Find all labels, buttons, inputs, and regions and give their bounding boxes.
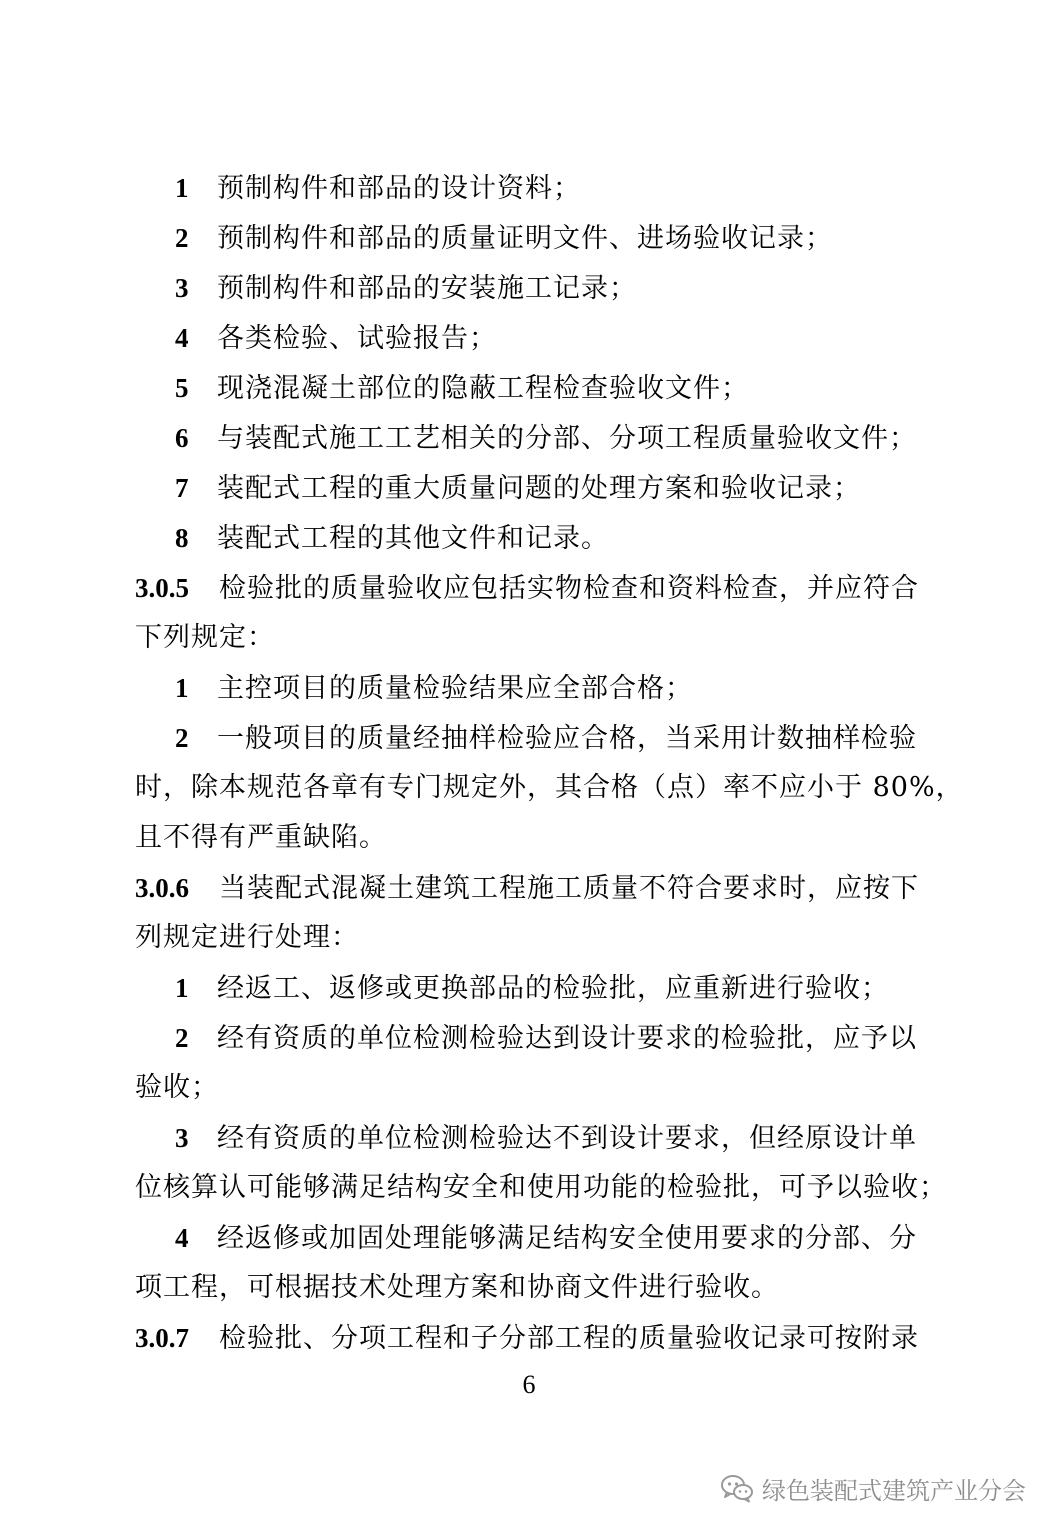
- clause-number: 3.0.6: [135, 873, 189, 903]
- list-item: [135, 518, 925, 558]
- watermark-text: 绿色装配式建筑产业分会: [762, 1476, 1026, 1505]
- clause-heading: [135, 568, 925, 608]
- clause-text: 检验批的质量验收应包括实物检查和资料检查，并应符合: [219, 573, 919, 604]
- continuation-line: 时，除本规范各章有专门规定外，其合格（点）率不应小于 80%，: [135, 772, 964, 803]
- item-text: 与装配式施工工艺相关的分部、分项工程质量验收文件；: [217, 423, 917, 454]
- item-text: 预制构件和部品的安装施工记录；: [217, 273, 637, 304]
- item-text: 预制构件和部品的质量证明文件、进场验收记录；: [217, 223, 833, 254]
- item-text: 经返修或加固处理能够满足结构安全使用要求的分部、分: [217, 1223, 917, 1254]
- list-item: [135, 1118, 925, 1158]
- item-text: 现浇混凝土部位的隐蔽工程检查验收文件；: [217, 373, 749, 404]
- clause-text: 当装配式混凝土建筑工程施工质量不符合要求时，应按下: [219, 873, 919, 904]
- list-item: [135, 718, 925, 758]
- item-text: 经有资质的单位检测检验达到设计要求的检验批，应予以: [217, 1023, 917, 1054]
- list-item: [135, 1218, 925, 1258]
- item-number: 1: [175, 673, 189, 703]
- item-text: 预制构件和部品的设计资料；: [217, 173, 581, 204]
- item-number: 1: [175, 973, 189, 1003]
- wechat-icon: [720, 1473, 754, 1503]
- item-text: 各类检验、试验报告；: [217, 323, 497, 354]
- list-item: [135, 1018, 925, 1058]
- list-item: [135, 318, 925, 358]
- item-number: 1: [175, 173, 189, 203]
- list-item: [135, 368, 925, 408]
- item-number: 2: [175, 723, 189, 753]
- item-text: 装配式工程的重大质量问题的处理方案和验收记录；: [217, 473, 861, 504]
- item-number: 8: [175, 523, 189, 553]
- item-number: 7: [175, 473, 189, 503]
- list-item: [135, 268, 925, 308]
- list-item: [135, 218, 925, 258]
- item-number: 2: [175, 1023, 189, 1053]
- item-text: 经返工、返修或更换部品的检验批，应重新进行验收；: [217, 973, 889, 1004]
- clause-number: 3.0.7: [135, 1323, 189, 1353]
- item-text: 主控项目的质量检验结果应全部合格；: [217, 673, 693, 704]
- watermark: [720, 1470, 1026, 1506]
- item-text: 一般项目的质量经抽样检验应合格，当采用计数抽样检验: [217, 723, 917, 754]
- list-item: [135, 468, 925, 508]
- clause-number: 3.0.5: [135, 573, 189, 603]
- item-number: 4: [175, 323, 189, 353]
- item-text: 经有资质的单位检测检验达不到设计要求，但经原设计单: [217, 1123, 917, 1154]
- continuation-line: 列规定进行处理：: [135, 922, 359, 953]
- clause-text: 检验批、分项工程和子分部工程的质量验收记录可按附录: [219, 1323, 919, 1354]
- continuation-line: 下列规定：: [135, 622, 275, 653]
- list-item: [135, 668, 925, 708]
- item-number: 5: [175, 373, 189, 403]
- item-number: 6: [175, 423, 189, 453]
- continuation-line: 项工程，可根据技术处理方案和协商文件进行验收。: [135, 1272, 779, 1303]
- continuation-line: 验收；: [135, 1072, 219, 1103]
- page-number: 6: [522, 1370, 536, 1399]
- item-text: 装配式工程的其他文件和记录。: [217, 523, 609, 554]
- list-item: [135, 418, 925, 458]
- clause-heading: [135, 1318, 925, 1358]
- clause-heading: [135, 868, 925, 908]
- item-number: 2: [175, 223, 189, 253]
- item-number: 4: [175, 1223, 189, 1253]
- continuation-line: 且不得有严重缺陷。: [135, 822, 387, 853]
- list-item: [135, 168, 925, 208]
- continuation-line: 位核算认可能够满足结构安全和使用功能的检验批，可予以验收；: [135, 1172, 947, 1203]
- item-number: 3: [175, 273, 189, 303]
- item-number: 3: [175, 1123, 189, 1153]
- list-item: [135, 968, 925, 1008]
